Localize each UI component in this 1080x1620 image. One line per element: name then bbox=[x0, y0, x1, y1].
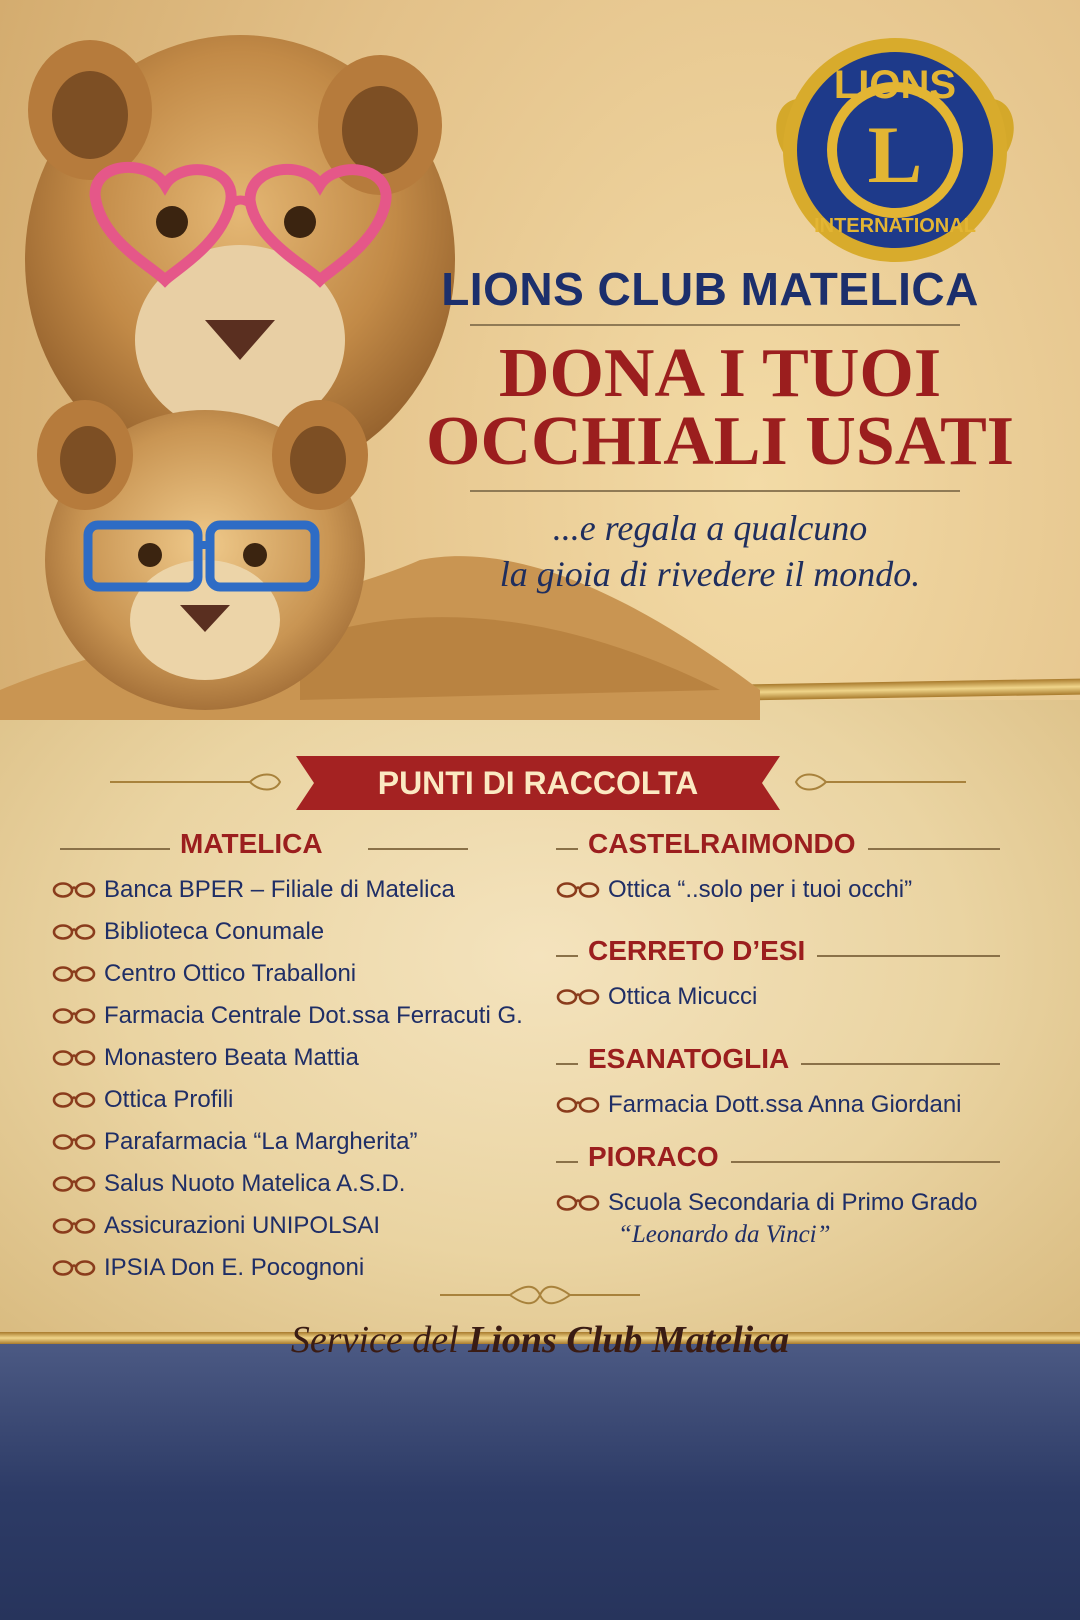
town-rule bbox=[817, 955, 1000, 957]
town-rule bbox=[801, 1063, 1000, 1065]
glasses-icon bbox=[52, 965, 96, 983]
list-item-label: Banca BPER – Filiale di Matelica bbox=[104, 876, 455, 903]
glasses-icon bbox=[52, 1007, 96, 1025]
list-item bbox=[52, 1254, 364, 1282]
glasses-icon bbox=[52, 1217, 96, 1235]
glasses-icon bbox=[52, 881, 96, 899]
flourish-right bbox=[786, 772, 966, 792]
town-rule bbox=[556, 848, 578, 850]
glasses-icon bbox=[556, 881, 600, 899]
list-item-label: Parafarmacia “La Margherita” bbox=[104, 1128, 418, 1155]
town-rule bbox=[368, 848, 468, 850]
list-item-label: Farmacia Dott.ssa Anna Giordani bbox=[608, 1091, 962, 1118]
banner-label: PUNTI DI RACCOLTA bbox=[377, 765, 699, 801]
flourish-footer bbox=[440, 1284, 640, 1306]
flourish-left bbox=[110, 772, 290, 792]
list-item-label: Ottica Micucci bbox=[608, 983, 758, 1010]
footer bbox=[200, 1318, 880, 1362]
headline-line-1: DONA I TUOI bbox=[498, 335, 942, 412]
club-name: LIONS CLUB MATELICA bbox=[441, 263, 979, 315]
list-item bbox=[52, 1002, 523, 1030]
town-heading: ESANATOGLIA bbox=[588, 1043, 790, 1074]
glasses-icon bbox=[556, 1096, 600, 1114]
town-rule bbox=[556, 1063, 578, 1065]
list-item bbox=[52, 1086, 233, 1114]
list-item bbox=[52, 876, 455, 904]
list-item bbox=[52, 1170, 405, 1198]
headline-line-2: OCCHIALI USATI bbox=[426, 403, 1014, 480]
glasses-icon bbox=[556, 988, 600, 1006]
list-item bbox=[556, 983, 757, 1011]
list-item bbox=[52, 1044, 359, 1072]
town-rule bbox=[731, 1161, 1000, 1163]
lions-international-logo bbox=[764, 30, 1026, 270]
divider-rule bbox=[470, 324, 960, 326]
list-item-label: Monastero Beata Mattia bbox=[104, 1044, 359, 1071]
logo-text-bottom: INTERNATIONAL bbox=[814, 215, 976, 237]
tagline-line-1: ...e regala a qualcuno bbox=[552, 508, 868, 548]
town-rule bbox=[556, 955, 578, 957]
list-item-label: Farmacia Centrale Dot.ssa Ferracuti G. bbox=[104, 1002, 523, 1029]
glasses-icon bbox=[52, 1133, 96, 1151]
list-item bbox=[52, 1212, 380, 1240]
town-rule bbox=[868, 848, 1000, 850]
town-matelica: MATELICA bbox=[180, 828, 323, 859]
list-item bbox=[52, 918, 324, 946]
logo-text-top: LIONS bbox=[833, 63, 957, 107]
tagline bbox=[440, 505, 980, 597]
list-item-label: IPSIA Don E. Pocognoni bbox=[104, 1254, 365, 1281]
list-item bbox=[556, 876, 912, 904]
glasses-icon bbox=[52, 923, 96, 941]
list-item bbox=[52, 1128, 417, 1156]
logo-letter: L bbox=[867, 109, 923, 200]
footer-prefix: Service del bbox=[290, 1319, 459, 1361]
list-item bbox=[52, 960, 356, 988]
list-item bbox=[556, 1189, 978, 1217]
list-item-label: Assicurazioni UNIPOLSAI bbox=[104, 1212, 381, 1239]
town-rule bbox=[556, 1161, 578, 1163]
glasses-icon bbox=[52, 1175, 96, 1193]
footer-club: Lions Club Matelica bbox=[468, 1319, 790, 1361]
glasses-icon bbox=[556, 1194, 600, 1212]
divider-rule bbox=[470, 490, 960, 492]
glasses-icon bbox=[52, 1049, 96, 1067]
town-heading: PIORACO bbox=[588, 1141, 719, 1172]
tagline-line-2: la gioia di rivedere il mondo. bbox=[499, 554, 921, 594]
headline bbox=[420, 335, 1020, 480]
list-item-label: Scuola Secondaria di Primo Grado bbox=[608, 1189, 978, 1216]
town-heading: CERRETO D’ESI bbox=[588, 935, 806, 966]
list-item-label: Biblioteca Conumale bbox=[104, 918, 325, 945]
list-item-label: Ottica “..solo per i tuoi occhi” bbox=[608, 876, 913, 903]
glasses-icon bbox=[52, 1091, 96, 1109]
list-item-label: Salus Nuoto Matelica A.S.D. bbox=[104, 1170, 406, 1197]
bottom-band bbox=[0, 1340, 1080, 1620]
town-rule bbox=[60, 848, 170, 850]
list-item bbox=[556, 1091, 962, 1119]
town-heading: CASTELRAIMONDO bbox=[588, 828, 856, 859]
list-item-label: Centro Ottico Traballoni bbox=[104, 960, 357, 987]
list-item-subline: “Leonardo da Vinci” bbox=[618, 1221, 831, 1248]
list-item-label: Ottica Profili bbox=[104, 1086, 234, 1113]
glasses-icon bbox=[52, 1259, 96, 1277]
